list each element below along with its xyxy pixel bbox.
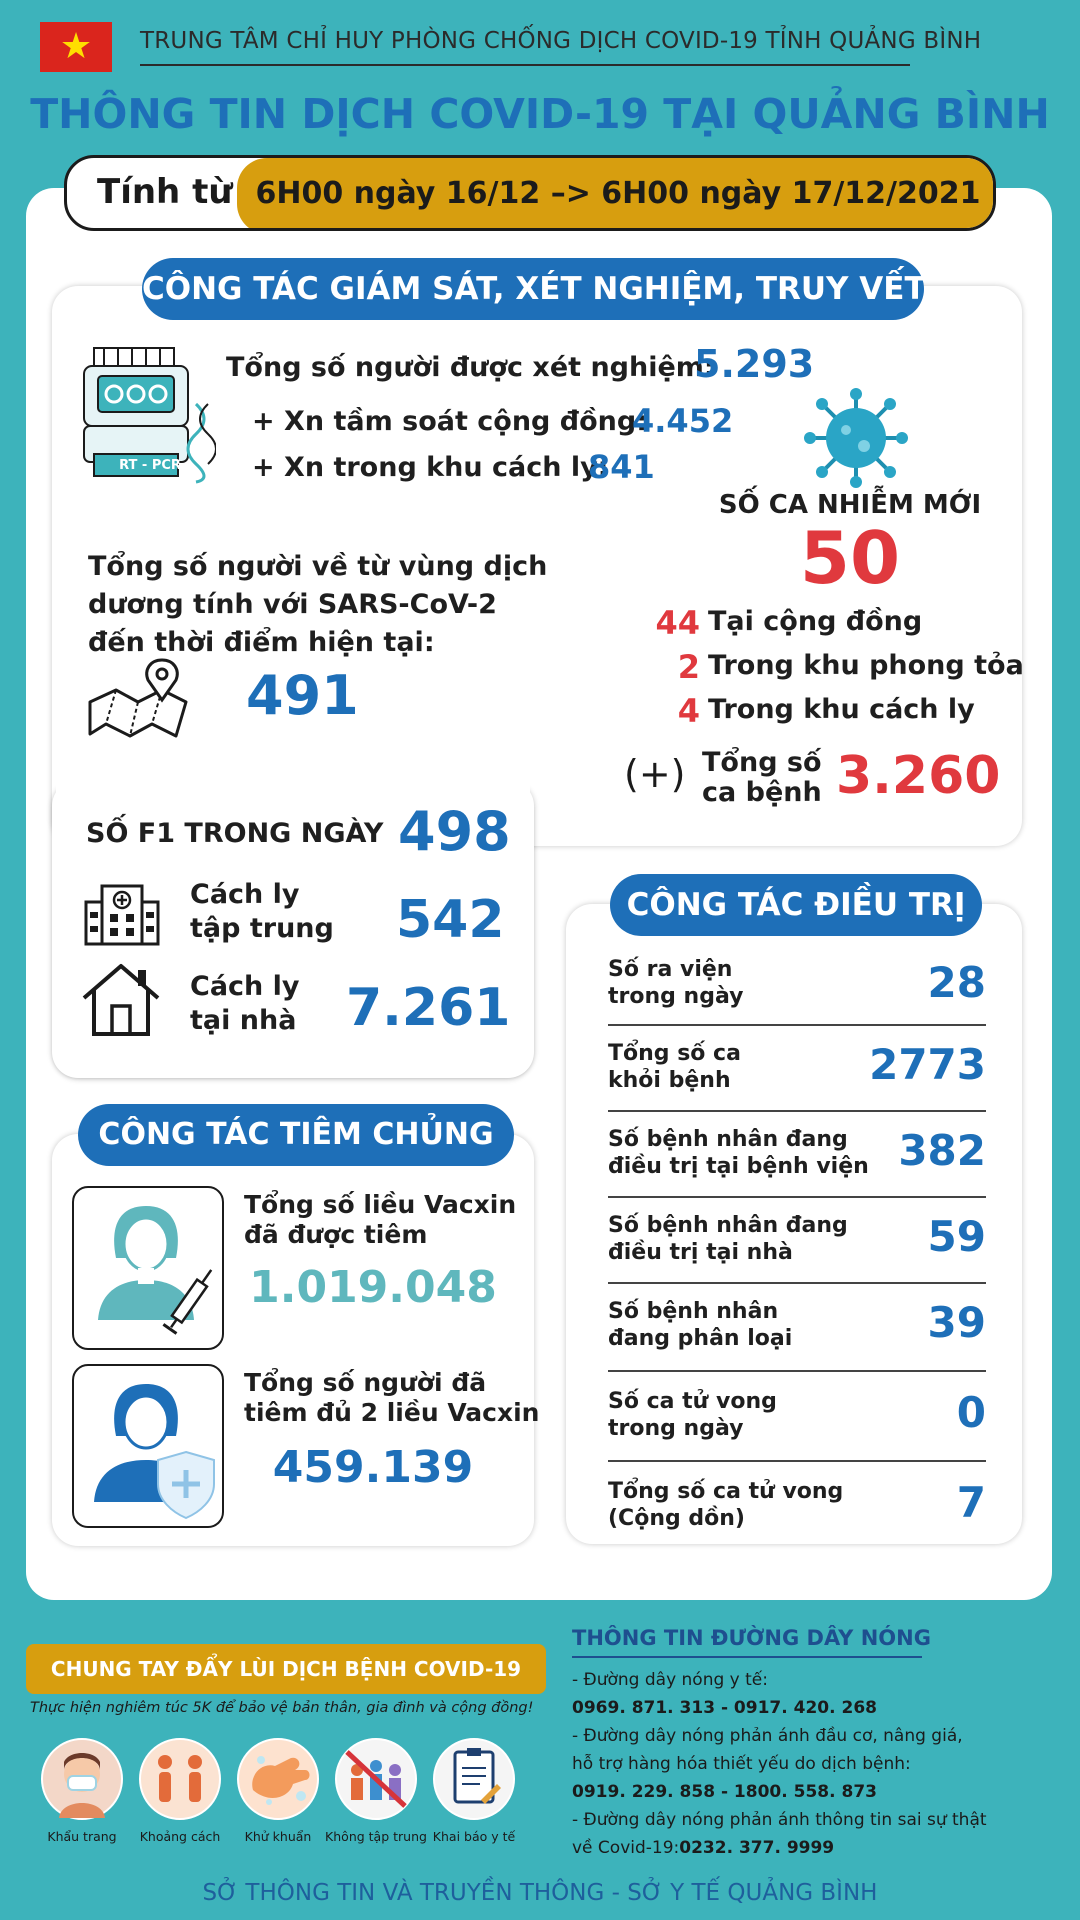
treatment-row xyxy=(608,1284,986,1372)
plus-icon: (+) xyxy=(624,752,686,796)
row-label-1: Số ra viện xyxy=(608,957,733,982)
quarantine-building-icon xyxy=(84,880,160,946)
page-title: THÔNG TIN DỊCH COVID-19 TẠI QUẢNG BÌNH xyxy=(30,90,1050,138)
home-quarantine-label-2: tại nhà xyxy=(190,1005,297,1036)
returnees-label-3: đến thời điểm hiện tại: xyxy=(88,627,435,658)
breakdown-count: 44 xyxy=(655,604,700,642)
hotline-text: - Đường dây nóng phản ánh đầu cơ, nâng giá, xyxy=(572,1726,963,1746)
treatment-row xyxy=(608,1462,986,1542)
distance-label: Khoảng cách xyxy=(139,1829,221,1844)
total-cases-value: 3.260 xyxy=(836,746,1001,806)
row-label-2: điều trị tại bệnh viện xyxy=(608,1154,869,1179)
row-label-1: Tổng số ca xyxy=(608,1041,741,1066)
divider xyxy=(140,64,910,66)
row-label-1: Số ca tử vong xyxy=(608,1389,777,1414)
mask-label: Khẩu trang xyxy=(47,1829,117,1844)
hotline-number: 0969. 871. 313 - 0917. 420. 268 xyxy=(572,1698,877,1718)
full-label-1: Tổng số người đã xyxy=(244,1368,487,1397)
organization-title: TRUNG TÂM CHỈ HUY PHÒNG CHỐNG DỊCH COVID-19 TỈNH QUẢNG BÌNH xyxy=(140,28,982,54)
doses-label-2: đã được tiêm xyxy=(244,1220,428,1249)
date-range: 6H00 ngày 16/12 –> 6H00 ngày 17/12/2021 xyxy=(255,176,981,211)
doses-value: 1.019.048 xyxy=(249,1262,497,1313)
hotline-text: - Đường dây nóng y tế: xyxy=(572,1670,768,1690)
row-value: 0 xyxy=(956,1388,986,1437)
row-label-2: trong ngày xyxy=(608,1416,744,1441)
doses-label-1: Tổng số liều Vacxin xyxy=(244,1190,517,1219)
row-label-1: Số bệnh nhân đang xyxy=(608,1127,848,1152)
row-label-2: (Cộng dồn) xyxy=(608,1506,745,1531)
hotline-text: hỗ trợ hàng hóa thiết yếu do dịch bệnh: xyxy=(572,1754,911,1774)
campaign-banner xyxy=(26,1644,546,1694)
no-gathering-label: Không tập trung xyxy=(325,1829,427,1844)
treatment-row xyxy=(608,1112,986,1198)
campaign-slogan: Thực hiện nghiêm túc 5K để bảo vệ bản thân, gia đình và cộng đồng! xyxy=(30,1700,534,1716)
f1-label: SỐ F1 TRONG NGÀY xyxy=(86,818,384,849)
hotline-number: 0919. 229. 858 - 1800. 558. 873 xyxy=(572,1782,877,1802)
breakdown-count: 2 xyxy=(677,648,700,686)
vaccine-full-box xyxy=(72,1364,224,1528)
total-cases-label-1: Tổng số xyxy=(702,747,822,778)
campaign-banner-text: CHUNG TAY ĐẨY LÙI DỊCH BỆNH COVID-19 xyxy=(50,1657,522,1681)
row-value: 59 xyxy=(927,1212,986,1261)
full-value: 459.139 xyxy=(272,1442,474,1493)
home-quarantine-label-1: Cách ly xyxy=(190,971,300,1002)
treatment-row xyxy=(608,1372,986,1462)
central-quarantine-label-2: tập trung xyxy=(190,913,334,944)
community-tests-value: 4.452 xyxy=(632,402,734,440)
breakdown-label: Trong khu cách ly xyxy=(708,694,975,725)
new-cases-title: SỐ CA NHIỄM MỚI xyxy=(718,490,982,520)
treatment-row xyxy=(608,1198,986,1284)
f1-value: 498 xyxy=(398,800,511,863)
footer: SỞ THÔNG TIN VÀ TRUYỀN THÔNG - SỞ Y TẾ QUẢNG BÌNH xyxy=(202,1880,878,1906)
date-range-box xyxy=(237,158,996,231)
shield-person-icon xyxy=(74,1366,222,1526)
row-value: 7 xyxy=(956,1478,986,1527)
treatment-title: CÔNG TÁC ĐIỀU TRỊ xyxy=(610,874,982,936)
community-tests-label: + Xn tầm soát cộng đồng: xyxy=(252,406,647,437)
row-label-1: Số bệnh nhân đang xyxy=(608,1213,848,1238)
quarantine-tests-value: 841 xyxy=(588,448,655,486)
vaccine-dose-box xyxy=(72,1186,224,1350)
divider xyxy=(572,1656,922,1658)
disinfect-icon xyxy=(237,1738,319,1820)
health-declaration-label: Khai báo y tế xyxy=(432,1829,516,1844)
hotline-text: về Covid-19: xyxy=(572,1838,680,1858)
distance-icon xyxy=(139,1738,221,1820)
central-quarantine-value: 542 xyxy=(396,890,505,950)
total-cases-label-2: ca bệnh xyxy=(702,777,822,808)
total-tested-label: Tổng số người được xét nghiệm: xyxy=(226,352,715,383)
mask-icon xyxy=(41,1738,123,1820)
treatment-row xyxy=(608,1026,986,1112)
row-value: 28 xyxy=(927,958,986,1007)
hotline-text: - Đường dây nóng phản ánh thông tin sai sự thật xyxy=(572,1810,987,1830)
returnees-label-1: Tổng số người về từ vùng dịch xyxy=(88,551,548,582)
row-label-2: trong ngày xyxy=(608,984,744,1009)
surveillance-title: CÔNG TÁC GIÁM SÁT, XÉT NGHIỆM, TRUY VẾT xyxy=(142,258,924,320)
row-label-2: khỏi bệnh xyxy=(608,1068,731,1093)
pcr-label: RT - PCR xyxy=(119,458,181,473)
breakdown-count: 4 xyxy=(677,692,700,730)
row-label-2: đang phân loại xyxy=(608,1326,793,1351)
central-quarantine-label-1: Cách ly xyxy=(190,879,300,910)
returnees-value: 491 xyxy=(246,664,359,727)
hotline-title: THÔNG TIN ĐƯỜNG DÂY NÓNG xyxy=(572,1626,931,1650)
vaccination-title: CÔNG TÁC TIÊM CHỦNG xyxy=(78,1104,514,1166)
treatment-row xyxy=(608,948,986,1026)
disinfect-label: Khử khuẩn xyxy=(244,1829,312,1844)
row-label-1: Số bệnh nhân xyxy=(608,1299,779,1324)
home-icon xyxy=(80,962,162,1038)
row-label-2: điều trị tại nhà xyxy=(608,1240,793,1265)
breakdown-label: Tại cộng đồng xyxy=(708,606,923,637)
date-bar xyxy=(64,155,996,231)
date-label: Tính từ xyxy=(97,172,233,212)
row-value: 382 xyxy=(898,1126,986,1175)
quarantine-tests-label: + Xn trong khu cách ly: xyxy=(252,452,609,483)
map-pin-icon xyxy=(86,656,190,742)
hotline-number: 0232. 377. 9999 xyxy=(679,1838,835,1858)
nurse-syringe-icon xyxy=(74,1188,222,1348)
home-quarantine-value: 7.261 xyxy=(346,978,511,1038)
health-declaration-icon xyxy=(433,1738,515,1820)
row-value: 39 xyxy=(927,1298,986,1347)
treatment-card xyxy=(566,904,1022,1544)
returnees-label-2: dương tính với SARS-CoV-2 xyxy=(88,589,497,620)
vietnam-flag-icon: ★ xyxy=(40,22,112,72)
virus-icon xyxy=(800,388,912,488)
row-value: 2773 xyxy=(869,1040,986,1089)
full-label-2: tiêm đủ 2 liều Vacxin xyxy=(244,1398,540,1427)
breakdown-label: Trong khu phong tỏa xyxy=(708,650,1024,681)
total-tested-value: 5.293 xyxy=(694,342,815,386)
row-label-1: Tổng số ca tử vong xyxy=(608,1479,844,1504)
new-cases-value: 50 xyxy=(799,516,901,600)
no-gathering-icon xyxy=(335,1738,417,1820)
